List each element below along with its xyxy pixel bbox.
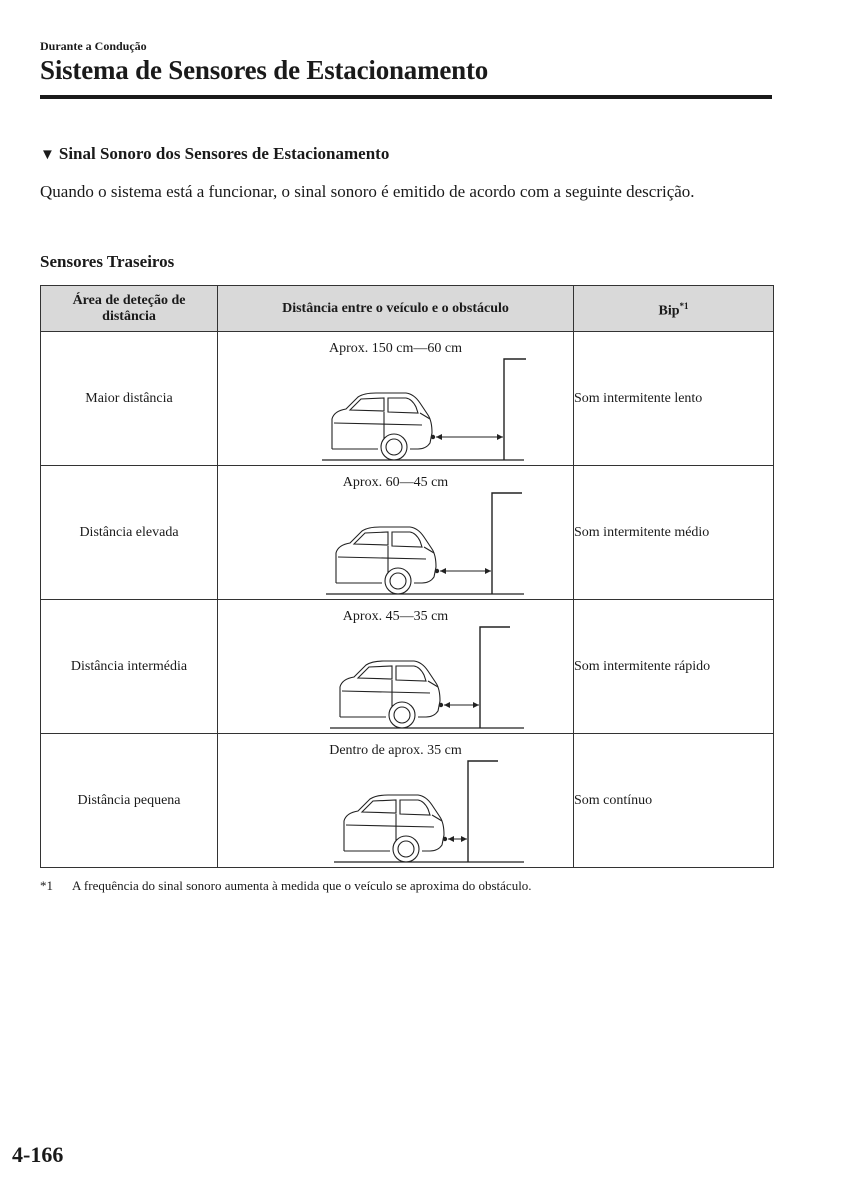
bip-cell: Som intermitente médio (574, 466, 774, 600)
distance-label: Dentro de aprox. 35 cm (329, 742, 462, 758)
sensor-dot (434, 568, 438, 572)
section-label: Durante a Condução (40, 39, 147, 53)
intro-paragraph: Quando o sistema está a funcionar, o sinal sonoro é emitido de acordo com a seguinte descrição. (40, 182, 695, 201)
sensor-dot (442, 836, 446, 840)
col-header-distance: Distância entre o veículo e o obstáculo (218, 286, 574, 332)
triangle-down-icon: ▼ (40, 147, 55, 163)
car-wheel (385, 568, 411, 594)
sensor-dot (430, 434, 434, 438)
arrow-head-right-icon (497, 434, 503, 440)
car-side-line (334, 423, 422, 425)
distance-label: Aprox. 45—35 cm (342, 608, 449, 624)
car-window-rear (388, 398, 418, 413)
obstacle-wall (492, 493, 522, 594)
page-title: Sistema de Sensores de Estacionamento (40, 55, 489, 85)
area-cell: Distância pequena (41, 734, 218, 868)
car-group (332, 393, 432, 460)
bip-cell: Som intermitente lento (574, 332, 774, 466)
obstacle-wall (504, 359, 526, 460)
car-side-line (346, 825, 434, 827)
car-group (336, 527, 436, 594)
car-wheel (381, 434, 407, 460)
arrow-head-left-icon (440, 568, 446, 574)
footnote-mark: *1 (40, 878, 53, 893)
car-window-rear (392, 532, 422, 547)
table-row (41, 332, 774, 466)
car-obstacle-diagram (266, 759, 526, 865)
area-cell: Distância intermédia (41, 600, 218, 734)
car-window-rear (400, 800, 430, 815)
car-obstacle-diagram (266, 625, 526, 731)
col-header-area: Área de deteção de distância (41, 286, 218, 332)
sensor-table (40, 285, 774, 868)
distance-label: Aprox. 60—45 cm (342, 474, 449, 490)
car-obstacle-diagram (266, 357, 526, 463)
area-cell: Distância elevada (41, 466, 218, 600)
distance-cell (218, 466, 574, 600)
car-body (340, 661, 440, 717)
car-body (344, 795, 444, 851)
arrow-head-left-icon (448, 836, 454, 842)
area-cell: Maior distância (41, 332, 218, 466)
subsection-heading (40, 144, 389, 164)
distance-cell (218, 734, 574, 868)
table-row (41, 734, 774, 868)
car-window-rear (396, 666, 426, 681)
arrow-head-right-icon (473, 702, 479, 708)
car-wheel (389, 702, 415, 728)
sensor-dot (438, 702, 442, 706)
distance-cell (218, 332, 574, 466)
car-side-line (338, 557, 426, 559)
car-side-line (342, 691, 430, 693)
arrow-head-left-icon (436, 434, 442, 440)
col-header-bip (574, 286, 774, 332)
table-row (41, 600, 774, 734)
bip-cell: Som contínuo (574, 734, 774, 868)
car-group (344, 795, 444, 862)
arrow-head-right-icon (485, 568, 491, 574)
bip-footnote-ref: *1 (679, 300, 689, 311)
arrow-head-right-icon (461, 836, 467, 842)
bip-label: Bip (658, 303, 680, 319)
table-heading: Sensores Traseiros (40, 252, 175, 271)
car-obstacle-diagram (266, 491, 526, 597)
distance-label: Aprox. 150 cm—60 cm (329, 340, 462, 356)
distance-cell (218, 600, 574, 734)
subsection-title: Sinal Sonoro dos Sensores de Estacionamento (58, 144, 390, 163)
bip-cell: Som intermitente rápido (574, 600, 774, 734)
car-group (340, 661, 440, 728)
title-divider (40, 95, 772, 99)
obstacle-wall (468, 761, 498, 862)
footnote-text: A frequência do sinal sonoro aumenta à medida que o veículo se aproxima do obstáculo. (72, 878, 532, 893)
page-number: 4-166 (12, 1142, 64, 1167)
obstacle-wall (480, 627, 510, 728)
car-wheel (393, 836, 419, 862)
table-header-row (41, 286, 774, 332)
footnote (40, 878, 532, 894)
car-body (336, 527, 436, 583)
car-body (332, 393, 432, 449)
arrow-head-left-icon (444, 702, 450, 708)
table-row (41, 466, 774, 600)
